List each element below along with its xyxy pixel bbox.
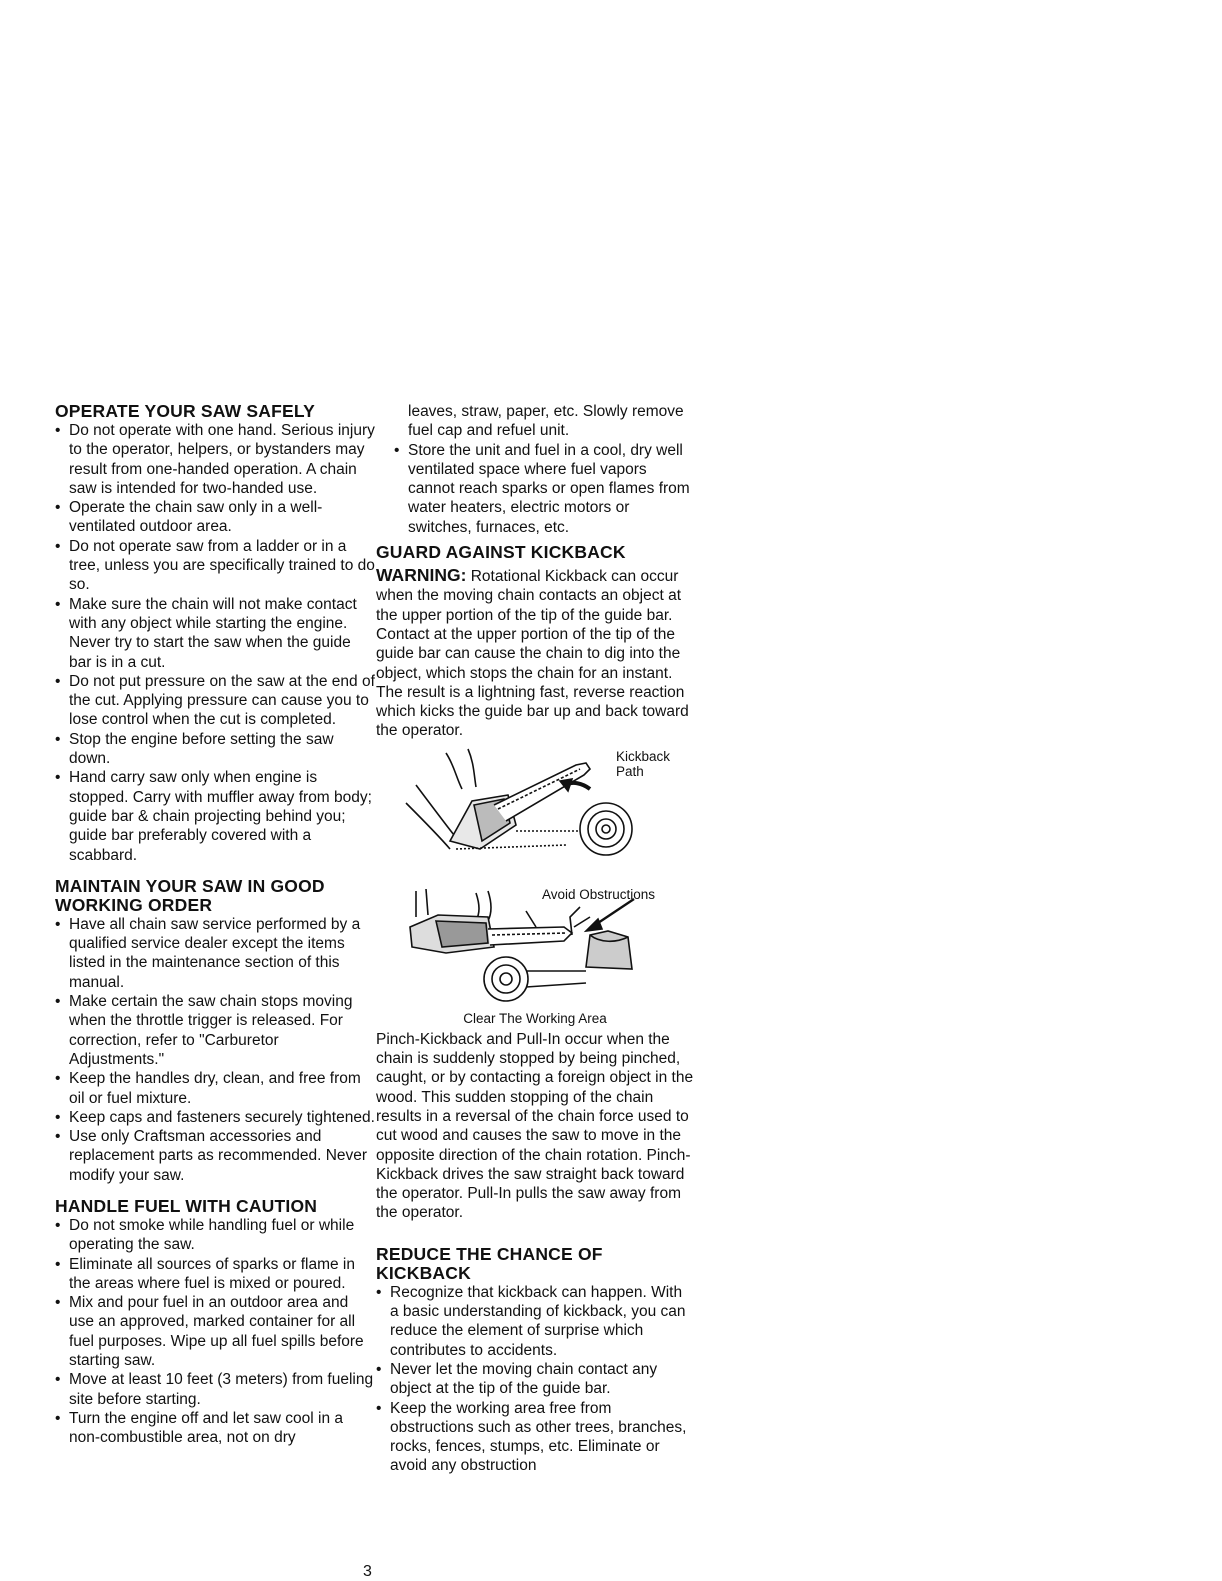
list-item: • Make sure the chain will not make contact with any object while starting the engine. Never try to start the saw when the guide bar is in a cut. bbox=[55, 595, 375, 672]
list-item: • Do not operate with one hand. Serious injury to the operator, helpers, or bystanders may result from one-handed operation. A chain saw is intended for two-handed use. bbox=[55, 421, 375, 498]
warning-text: Rotational Kickback can occur when the moving chain contacts an object at the upper portion of the tip of the guide bar. Contact at the upper portion of the tip of the guide bar can cause the chain to dig into the object, which stops the chain for an instant. The result is a lightning fast, reverse reaction which kicks the guide bar up and back toward the operator. bbox=[376, 568, 689, 740]
list-item: • Keep the handles dry, clean, and free from oil or fuel mixture. bbox=[55, 1069, 375, 1108]
maintain-list bbox=[55, 915, 375, 1185]
obstructions-illustration bbox=[376, 887, 694, 1007]
list-item: • Mix and pour fuel in an outdoor area and use an approved, marked container for all fuel purposes. Wipe up all fuel spills before starting saw. bbox=[55, 1293, 375, 1370]
list-item: • Keep caps and fasteners securely tightened. bbox=[55, 1108, 375, 1127]
reduce-heading: REDUCE THE CHANCE OF KICKBACK bbox=[376, 1243, 603, 1283]
kickback-path-label: Kickback Path bbox=[616, 748, 671, 779]
fuel-continued-text: leaves, straw, paper, etc. Slowly remove fuel cap and refuel unit. bbox=[408, 403, 684, 440]
kickback-heading: GUARD AGAINST KICKBACK bbox=[376, 542, 626, 563]
avoid-obstructions-figure bbox=[376, 887, 694, 1007]
list-item: • Store the unit and fuel in a cool, dry well ventilated space where fuel vapors cannot reach sparks or open flames from water heaters, electric motors or switches, furnaces, etc. bbox=[394, 441, 694, 537]
list-item: • Never let the moving chain contact any object at the tip of the guide bar. bbox=[376, 1360, 694, 1399]
list-item: • Operate the chain saw only in a well-ventilated outdoor area. bbox=[55, 498, 375, 537]
warning-label: WARNING: bbox=[376, 565, 467, 586]
list-item: • Eliminate all sources of sparks or flame in the areas where fuel is mixed or poured. bbox=[55, 1255, 375, 1294]
page-number: 3 bbox=[363, 1563, 372, 1580]
maintain-heading: MAINTAIN YOUR SAW IN GOOD WORKING ORDER bbox=[55, 875, 325, 915]
kickback-path-figure bbox=[376, 745, 694, 863]
list-item: • Do not operate saw from a ladder or in a tree, unless you are specifically trained to do so. bbox=[55, 537, 375, 595]
list-item: • Hand carry saw only when engine is stopped. Carry with muffler away from body; guide bar & chain projecting behind you; guide bar preferably covered with a scabbard. bbox=[55, 768, 375, 864]
fuel-list bbox=[55, 1216, 375, 1448]
fuel-continued-list bbox=[394, 441, 694, 537]
avoid-obstructions-label: Avoid Obstructions bbox=[542, 886, 656, 902]
operate-heading: OPERATE YOUR SAW SAFELY bbox=[55, 401, 316, 421]
list-item: • Stop the engine before setting the saw down. bbox=[55, 730, 375, 769]
list-item: • Keep the working area free from obstructions such as other trees, branches, rocks, fences, stumps, etc. Eliminate or avoid any obstruction bbox=[376, 1399, 694, 1476]
right-column bbox=[376, 402, 694, 1476]
list-item: • Make certain the saw chain stops moving when the throttle trigger is released. For correction, refer to "Carburetor Adjustments." bbox=[55, 992, 375, 1069]
list-item: • Recognize that kickback can happen. With a basic understanding of kickback, you can reduce the element of surprise which contributes to accidents. bbox=[376, 1283, 694, 1360]
list-item: • Turn the engine off and let saw cool in a non-combustible area, not on dry bbox=[55, 1409, 375, 1448]
pinch-kickback-text: Pinch-Kickback and Pull-In occur when the chain is suddenly stopped by being pinched, caught, or by contacting a foreign object in the wood. This sudden stopping of the chain results in a reversal of the chain force used to cut wood and causes the saw to move in the opposite direction of the chain rotation. Pinch-Kickback drives the saw straight back toward the operator. Pull-In pulls the saw away from the operator. bbox=[376, 1030, 694, 1222]
fuel-heading: HANDLE FUEL WITH CAUTION bbox=[55, 1195, 318, 1216]
list-item: • Do not smoke while handling fuel or while operating the saw. bbox=[55, 1216, 375, 1255]
left-column bbox=[55, 402, 375, 1448]
list-item: • Move at least 10 feet (3 meters) from fueling site before starting. bbox=[55, 1370, 375, 1409]
kickback-warning bbox=[376, 566, 694, 741]
list-item: • Use only Craftsman accessories and replacement parts as recommended. Never modify your saw. bbox=[55, 1127, 375, 1185]
operate-list bbox=[55, 421, 375, 865]
list-item: • Do not put pressure on the saw at the end of the cut. Applying pressure can cause you to lose control when the cut is completed. bbox=[55, 672, 375, 730]
list-item: • Have all chain saw service performed by a qualified service dealer except the items listed in the maintenance section of this manual. bbox=[55, 915, 375, 992]
figure-caption: Clear The Working Area bbox=[463, 1010, 607, 1026]
reduce-list bbox=[376, 1283, 694, 1476]
